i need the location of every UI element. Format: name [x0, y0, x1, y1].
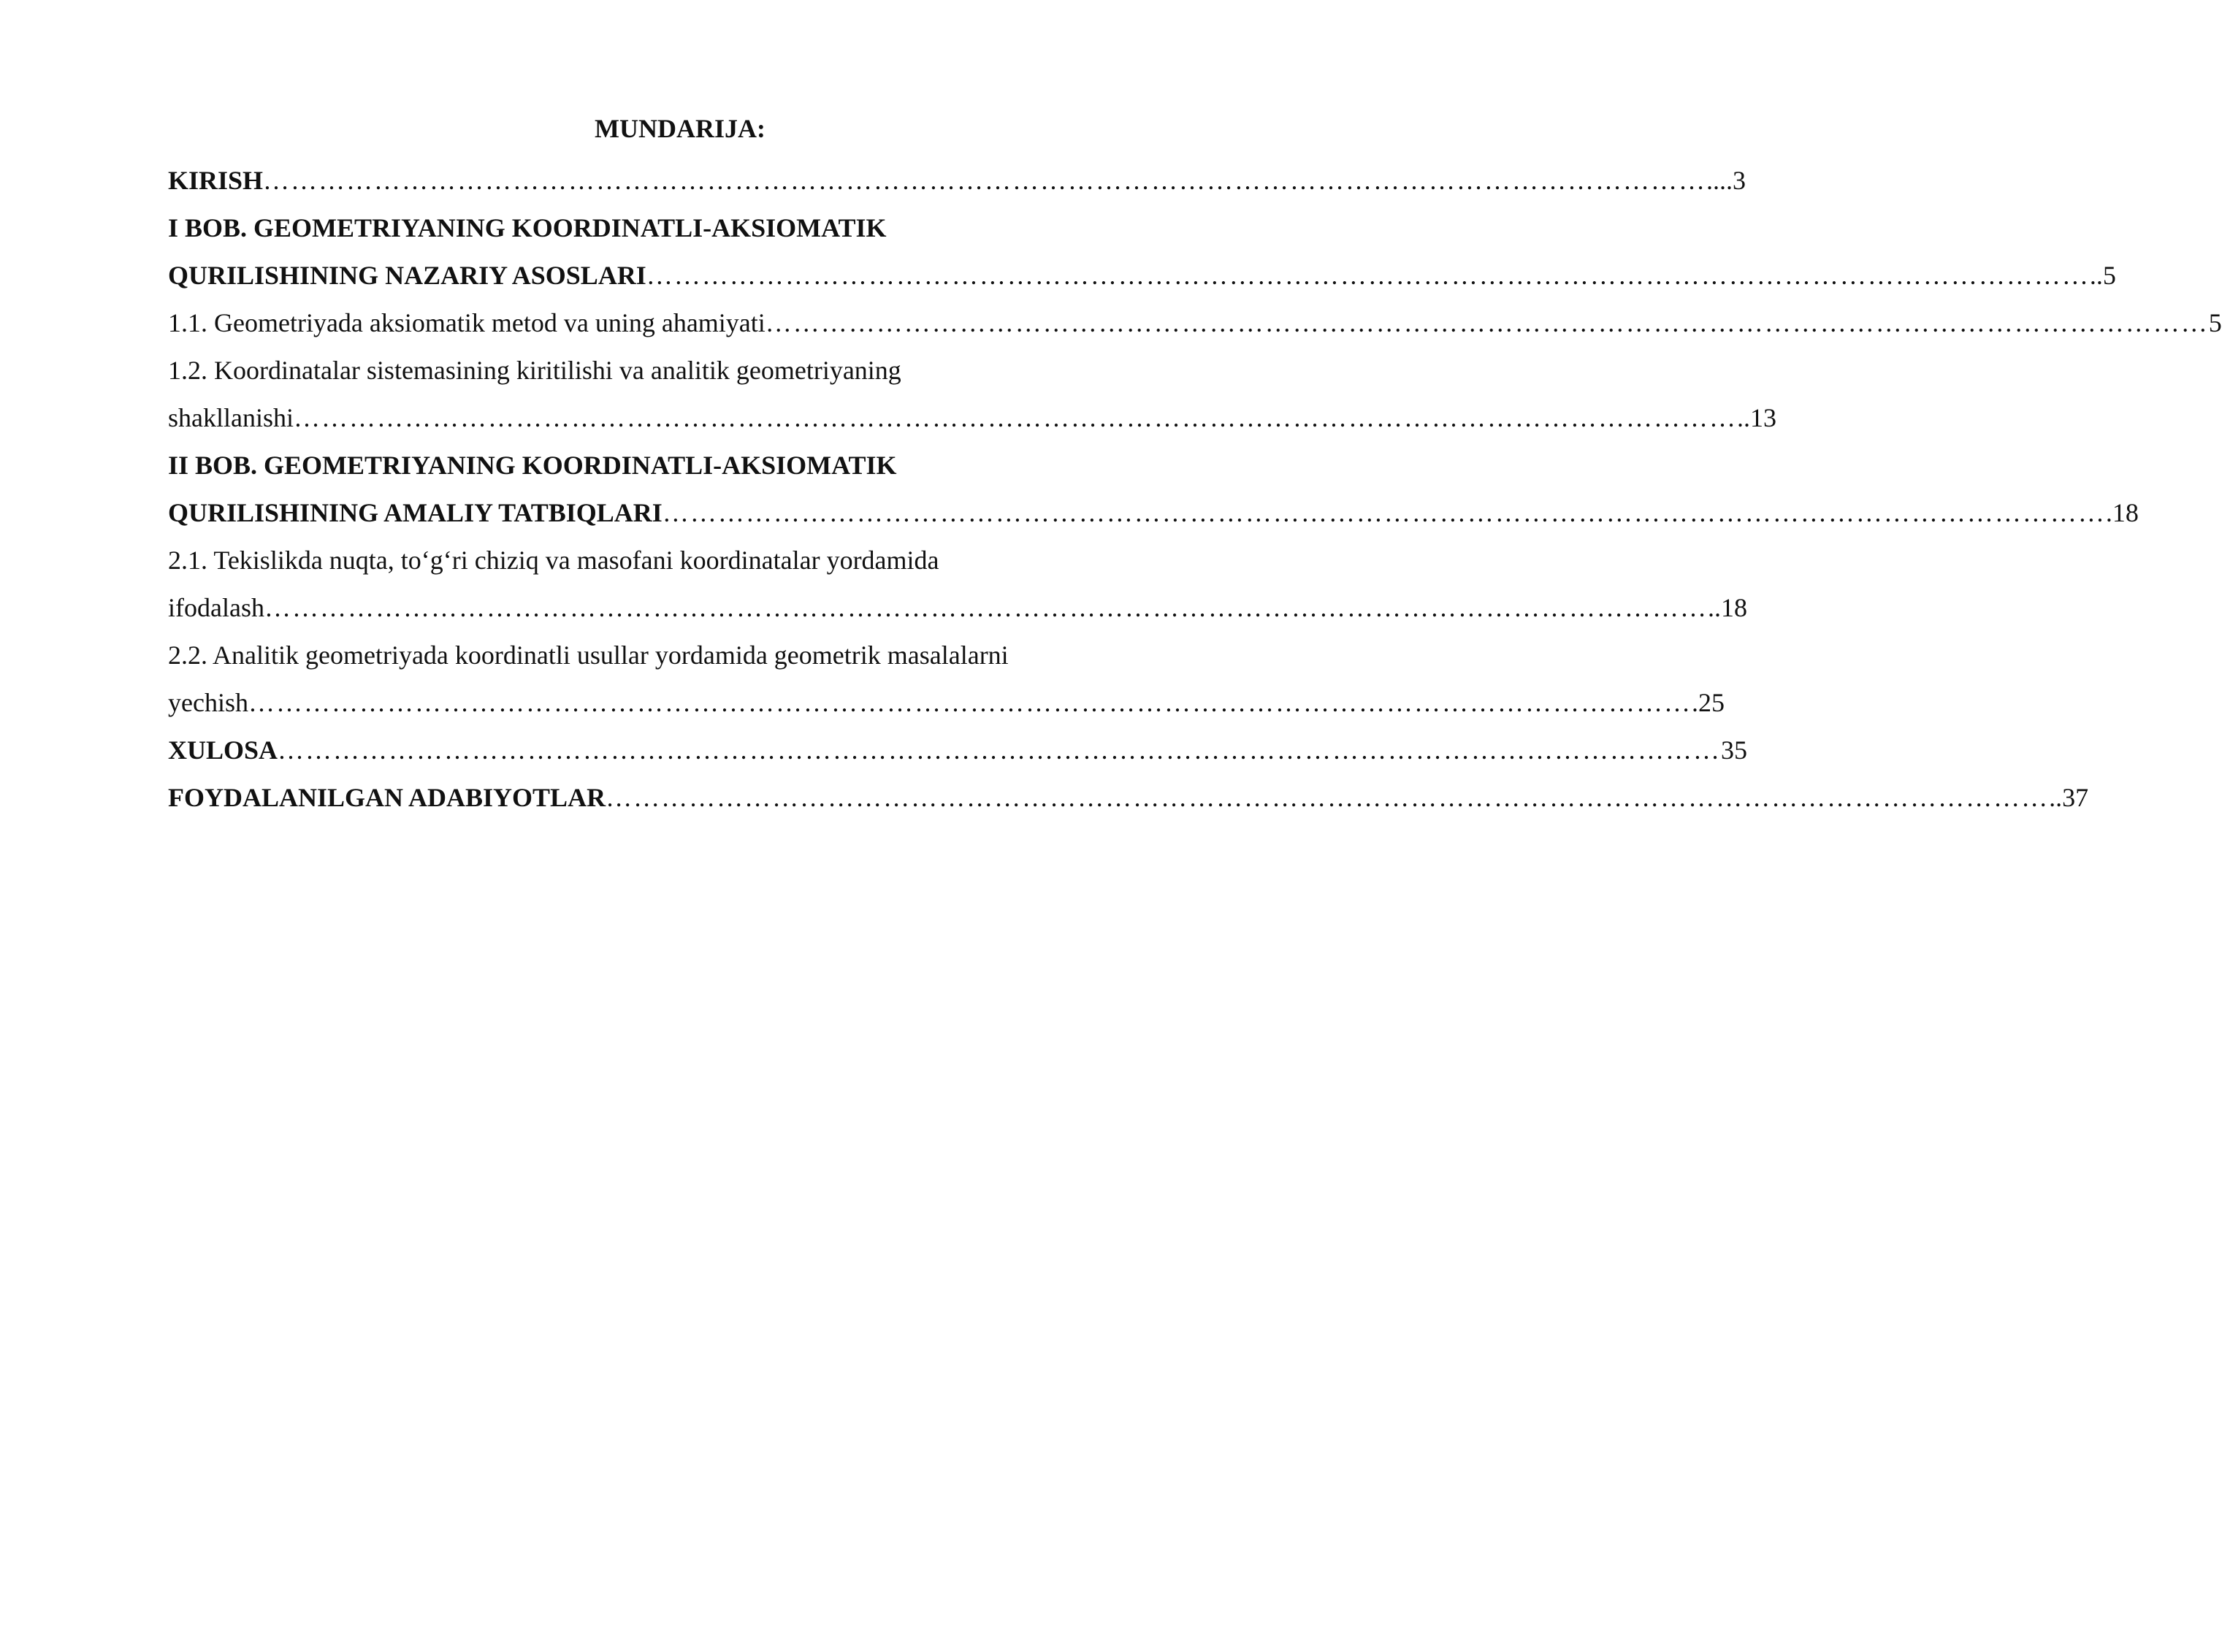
- dot-leader: …………………………………………………………………………………………………………………………………………: [248, 688, 1692, 717]
- toc-entry-line: [168, 252, 2116, 299]
- toc-page-number: ..5: [2089, 261, 2116, 290]
- table-of-contents: [168, 110, 2222, 822]
- toc-entry-label: 1.1. Geometriyada aksiomatik metod va uning ahamiyati: [168, 308, 766, 337]
- toc-entry-line: [168, 489, 2139, 537]
- toc-entry-line: [168, 727, 1748, 774]
- toc-entry-line: 2.2. Analitik geometriyada koordinatli usullar yordamida geometrik masalalarni: [168, 640, 1009, 670]
- toc-entry-line: [168, 157, 1746, 204]
- toc-entry-line: [168, 299, 2222, 347]
- toc-entry-label: QURILISHINING NAZARIY ASOSLARI: [168, 261, 646, 290]
- toc-entry-line: II BOB. GEOMETRIYANING KOORDINATLI-AKSIOMATIK: [168, 451, 897, 480]
- toc-entry-label: QURILISHINING AMALIY TATBIQLARI: [168, 498, 663, 527]
- toc-entry-line: [168, 679, 1725, 727]
- toc-entry-line: [168, 774, 2089, 822]
- toc-entry-chapter-1: [168, 204, 2116, 299]
- toc-entry-section-2-1: [168, 537, 1747, 632]
- toc-page-number: ..18: [1707, 593, 1747, 622]
- toc-entry-conclusion: [168, 727, 1748, 774]
- toc-page-number: ..13: [1736, 403, 1776, 432]
- toc-entry-line: 2.1. Tekislikda nuqta, to‘g‘ri chiziq va masofani koordinatalar yordamida: [168, 546, 939, 575]
- toc-entry-label: XULOSA: [168, 735, 278, 765]
- toc-entry-label: yechish: [168, 688, 248, 717]
- toc-entry-section-1-2: [168, 347, 1776, 442]
- toc-entry-references: [168, 774, 2089, 822]
- dot-leader: …………………………………………………………………………………………………………………………………………: [646, 261, 2090, 290]
- toc-title: MUNDARIJA:: [595, 114, 766, 143]
- toc-page-number: ..37: [2049, 783, 2089, 812]
- dot-leader: …………………………………………………………………………………………………………………………………………: [264, 593, 1708, 622]
- toc-page-number: .25: [1691, 688, 1725, 717]
- toc-entry-label: ifodalash: [168, 593, 264, 622]
- toc-entry-chapter-2: [168, 442, 2139, 537]
- dot-leader: …………………………………………………………………………………………………………………………………………: [765, 308, 2209, 337]
- toc-page-number: 35: [1721, 735, 1748, 765]
- toc-entry-label: shakllanishi: [168, 403, 294, 432]
- toc-entry-line: [168, 394, 1776, 442]
- dot-leader: …………………………………………………………………………………………………………………………………………: [263, 166, 1707, 195]
- toc-entry-line: [168, 584, 1747, 632]
- toc-page-number: 5: [2208, 308, 2222, 337]
- toc-entry-label: FOYDALANILGAN ADABIYOTLAR: [168, 783, 606, 812]
- dot-leader: …………………………………………………………………………………………………………………………………………: [662, 498, 2106, 527]
- toc-entry-kirish: [168, 157, 1746, 204]
- toc-entry-line: I BOB. GEOMETRIYANING KOORDINATLI-AKSIOMATIK: [168, 213, 887, 242]
- dot-leader: …………………………………………………………………………………………………………………………………………: [278, 735, 1722, 765]
- dot-leader: …………………………………………………………………………………………………………………………………………: [293, 403, 1737, 432]
- toc-entry-section-1-1: [168, 299, 2222, 347]
- toc-entry-section-2-2: [168, 632, 1725, 727]
- dot-leader: …………………………………………………………………………………………………………………………………………: [606, 783, 2050, 812]
- toc-page-number: .18: [2105, 498, 2139, 527]
- toc-entry-line: 1.2. Koordinatalar sistemasining kiritilishi va analitik geometriyaning: [168, 356, 901, 385]
- toc-entry-label: KIRISH: [168, 166, 264, 195]
- toc-page-number: ....3: [1706, 166, 1746, 195]
